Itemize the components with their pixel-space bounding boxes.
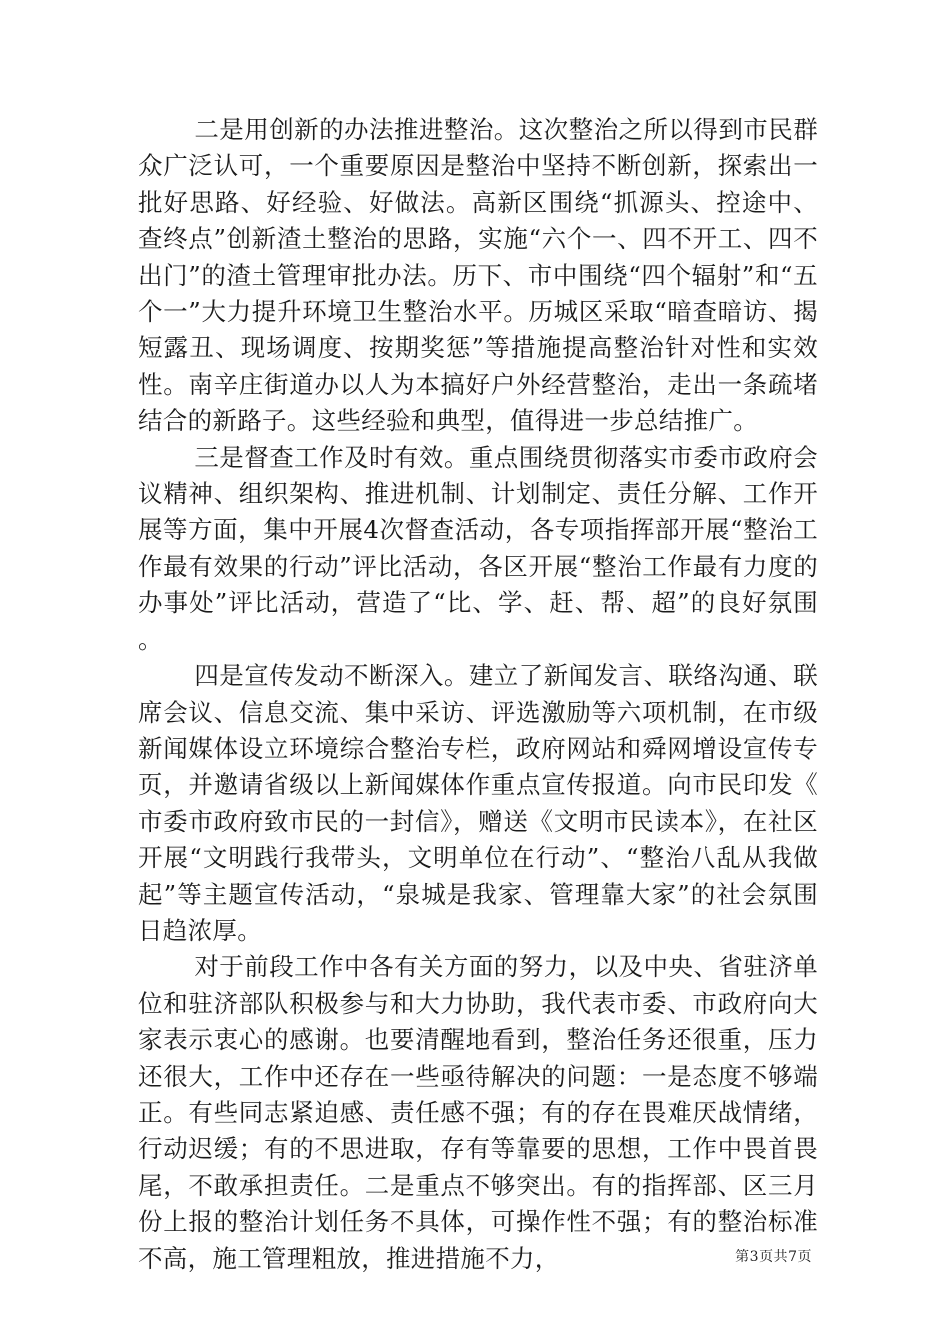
paragraph-publicity: 四是宣传发动不断深入。建立了新闻发言、联络沟通、联席会议、信息交流、集中采访、评选激励等六项机制，在市级新闻媒体设立环境综合整治专栏，政府网站和舜网增设宣传专页，并邀请省级以上新闻媒体作重点宣传报道。向市民印发《市委市政府致市民的一封信》，赠送《文明市民读本》，在社区开展“文明践行我带头，文明单位在行动”、“整治八乱从我做起”等主题宣传活动，“泉城是我家、管理靠大家”的社会氛围日趋浓厚。 <box>138 661 818 945</box>
paragraph-innovation: 二是用创新的办法推进整治。这次整治之所以得到市民群众广泛认可，一个重要原因是整治中坚持不断创新，探索出一批好思路、好经验、好做法。高新区围绕“抓源头、控途中、查终点”创新渣土整治的思路，实施“六个一、四不开工、四不出门”的渣土管理审批办法。历下、市中围绕“四个辐射”和“五个一”大力提升环境卫生整治水平。历城区采取“暗查暗访、揭短露丑、现场调度、按期奖惩”等措施提高整治针对性和实效性。南辛庄街道办以人为本搞好户外经营整治，走出一条疏堵结合的新路子。这些经验和典型，值得进一步总结推广。 <box>138 115 818 436</box>
paragraph-problems: 对于前段工作中各有关方面的努力，以及中央、省驻济单位和驻济部队积极参与和大力协助，我代表市委、市政府向大家表示衷心的感谢。也要清醒地看到，整治任务还很重，压力还很大，工作中还存在一些亟待解决的问题：一是态度不够端正。有些同志紧迫感、责任感不强；有的存在畏难厌战情绪，行动迟缓；有的不思进取，存有等靠要的思想，工作中畏首畏尾，不敢承担责任。二是重点不够突出。有的指挥部、区三月份上报的整治计划任务不具体，可操作性不强；有的整治标准不高，施工管理粗放，推进措施不力， <box>138 952 818 1273</box>
paragraph-supervision: 三是督查工作及时有效。重点围绕贯彻落实市委市政府会议精神、组织架构、推进机制、计划制定、责任分解、工作开展等方面，集中开展4次督查活动，各专项指挥部开展“整治工作最有效果的行动”评比活动，各区开展“整治工作最有力度的办事处”评比活动，营造了“比、学、赶、帮、超”的良好氛围。 <box>138 442 818 654</box>
document-body <box>138 112 818 1277</box>
page-number-footer: 第3页共7页 <box>735 1249 812 1265</box>
